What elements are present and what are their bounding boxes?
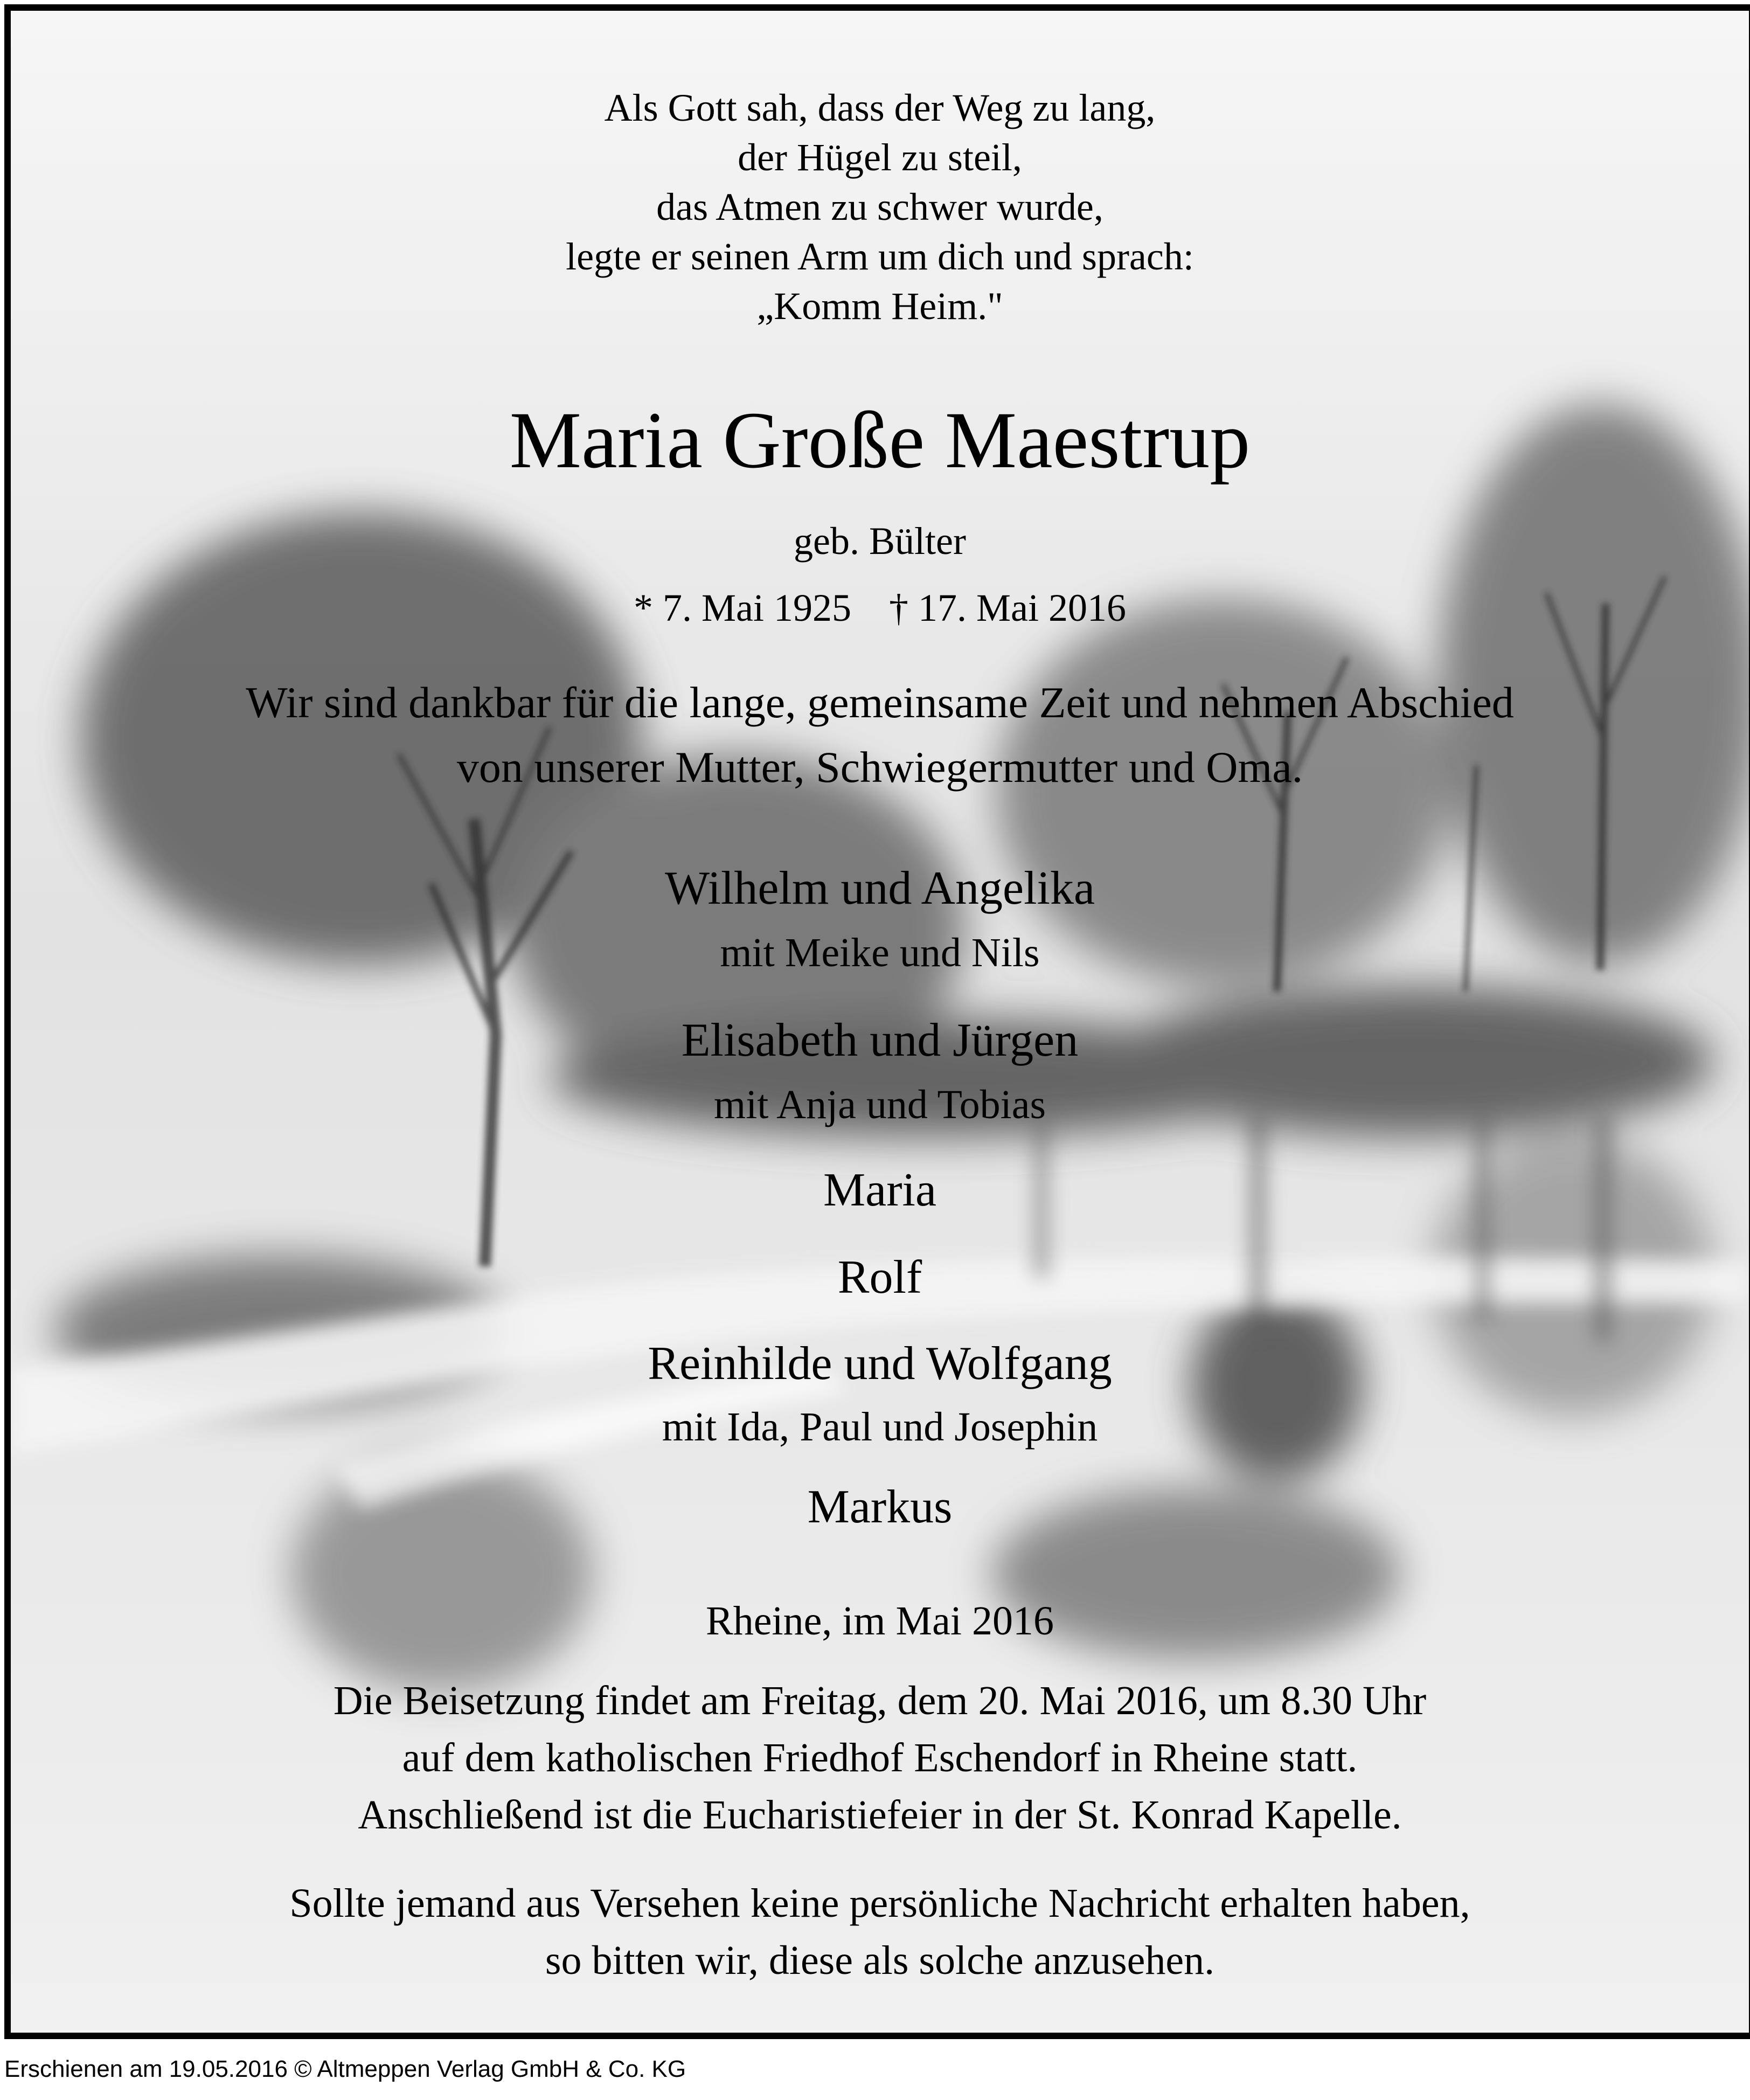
- family-member-1: Wilhelm und Angelika: [664, 862, 1095, 914]
- death-date: † 17. Mai 2016: [889, 586, 1126, 629]
- obituary-frame: [4, 4, 1750, 2039]
- family-member-6: Markus: [807, 1481, 953, 1533]
- publication-footer: Erschienen am 19.05.2016 © Altmeppen Verlag GmbH & Co. KG: [4, 2056, 686, 2082]
- poem-line-5: „Komm Heim.": [756, 285, 1003, 328]
- poem-line-2: der Hügel zu steil,: [738, 136, 1022, 179]
- birth-date: * 7. Mai 1925: [634, 586, 851, 629]
- family-member-1-children: mit Meike und Nils: [720, 930, 1040, 975]
- notice-line-2: so bitten wir, diese als solche anzusehen.: [545, 1938, 1215, 1983]
- family-member-4: Rolf: [837, 1251, 922, 1304]
- notice-line-1: Sollte jemand aus Versehen keine persönliche Nachricht erhalten haben,: [289, 1881, 1470, 1926]
- thanks-line-2: von unserer Mutter, Schwiegermutter und Oma.: [456, 743, 1303, 792]
- poem-line-3: das Atmen zu schwer wurde,: [656, 185, 1103, 228]
- life-dates: [11, 583, 1749, 633]
- burial-line-3: Anschließend ist die Eucharistiefeier in der St. Konrad Kapelle.: [358, 1792, 1402, 1838]
- burial-line-2: auf dem katholischen Friedhof Eschendorf in Rheine statt.: [402, 1735, 1358, 1780]
- maiden-name: geb. Bülter: [794, 519, 966, 563]
- family-member-2-children: mit Anja und Tobias: [713, 1082, 1046, 1127]
- place-date: Rheine, im Mai 2016: [706, 1598, 1054, 1644]
- thanks-line-1: Wir sind dankbar für die lange, gemeinsame Zeit und nehmen Abschied: [246, 678, 1514, 727]
- poem-line-4: legte er seinen Arm um dich und sprach:: [566, 235, 1194, 278]
- family-member-2: Elisabeth und Jürgen: [681, 1014, 1079, 1066]
- family-member-3: Maria: [823, 1164, 937, 1216]
- poem-line-1: Als Gott sah, dass der Weg zu lang,: [604, 86, 1156, 129]
- family-member-5: Reinhilde und Wolfgang: [648, 1337, 1112, 1390]
- deceased-name: Maria Große Maestrup: [509, 396, 1251, 485]
- burial-line-1: Die Beisetzung findet am Freitag, dem 20. Mai 2016, um 8.30 Uhr: [333, 1678, 1427, 1723]
- family-member-5-children: mit Ida, Paul und Josephin: [662, 1404, 1098, 1450]
